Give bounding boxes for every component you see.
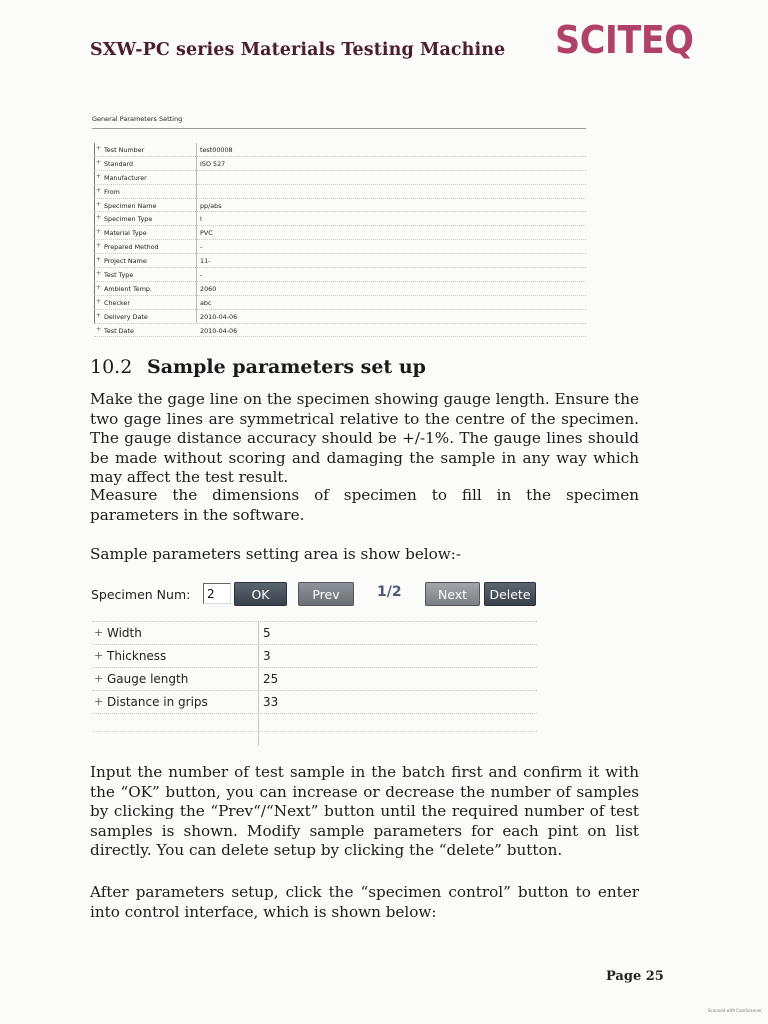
- param-value[interactable]: 25: [263, 672, 279, 686]
- param-value[interactable]: -: [200, 271, 203, 280]
- body-paragraph: Sample parameters setting area is show below:-: [90, 545, 462, 563]
- expand-icon: +: [96, 228, 102, 236]
- table-row[interactable]: [94, 310, 586, 324]
- param-value[interactable]: PVC: [200, 229, 213, 238]
- param-label: Prepared Method: [104, 243, 159, 252]
- table-row[interactable]: [94, 185, 586, 199]
- param-value[interactable]: 11-: [200, 257, 211, 266]
- param-value[interactable]: 3: [263, 649, 271, 663]
- specimen-params-table: [92, 622, 537, 714]
- section-title: Sample parameters set up: [147, 356, 426, 378]
- body-paragraph: After parameters setup, click the “specimen control” button to enter into control interface, which is shown below:: [90, 883, 639, 921]
- expand-icon: +: [96, 270, 102, 278]
- page-indicator: 1/2: [377, 584, 402, 600]
- expand-icon: +: [96, 172, 102, 180]
- table-row[interactable]: [94, 324, 586, 338]
- expand-icon: +: [96, 186, 102, 194]
- table-row[interactable]: [94, 296, 586, 310]
- param-label: Distance in grips: [107, 695, 208, 709]
- expand-icon: +: [94, 626, 104, 639]
- specimen-num-input[interactable]: 2: [203, 583, 231, 604]
- divider: [92, 731, 537, 732]
- expand-icon: +: [96, 283, 102, 291]
- table-row[interactable]: [94, 199, 586, 213]
- param-label: Thickness: [107, 649, 167, 663]
- param-label: Project Name: [104, 257, 147, 266]
- param-label: Ambient Temp.: [104, 284, 153, 293]
- table-row[interactable]: [94, 212, 586, 226]
- param-value[interactable]: 5: [263, 626, 271, 640]
- expand-icon: +: [94, 695, 104, 708]
- table-row[interactable]: [94, 268, 586, 282]
- specimen-num-label: Specimen Num:: [91, 587, 191, 602]
- expand-icon: +: [96, 158, 102, 166]
- param-label: Delivery Date: [104, 312, 148, 321]
- param-value[interactable]: pp/abs: [200, 201, 222, 210]
- table-row[interactable]: [94, 282, 586, 296]
- param-value[interactable]: ISO 527: [200, 159, 226, 168]
- body-paragraph: Input the number of test sample in the batch first and confirm it with the “OK” button, you can increase or decrease the number of samples by clicking the “Prev“/“Next” button until the required number of test samples is shown. Modify sample parameters for each pint on list directly. You can delete setup by clicking the “delete” button.: [90, 763, 639, 860]
- general-params-table: [94, 143, 586, 337]
- table-row[interactable]: [94, 226, 586, 240]
- divider: [92, 128, 586, 129]
- expand-icon: +: [96, 214, 102, 222]
- expand-icon: +: [96, 325, 102, 333]
- param-label: Material Type: [104, 229, 147, 238]
- expand-icon: +: [96, 200, 102, 208]
- body-paragraph: Make the gage line on the specimen showing gauge length. Ensure the two gage lines are symmetrical relative to the centre of the specimen. The gauge distance accuracy should be +/-1%. The gauge lines should be made without scoring and damaging the sample in any way which may affect the test result.: [90, 390, 639, 487]
- prev-button[interactable]: Prev: [298, 582, 354, 606]
- param-label: Width: [107, 626, 142, 640]
- param-label: Gauge length: [107, 672, 189, 686]
- param-label: Test Number: [104, 146, 145, 154]
- expand-icon: +: [96, 297, 102, 305]
- delete-button[interactable]: Delete: [484, 582, 536, 606]
- param-label: Specimen Type: [104, 215, 153, 224]
- param-value[interactable]: 2010-04-06: [200, 312, 238, 321]
- param-label: Test Type: [104, 271, 134, 280]
- param-label: From: [104, 187, 120, 196]
- expand-icon: +: [96, 311, 102, 319]
- param-value[interactable]: 33: [263, 695, 279, 709]
- expand-icon: +: [96, 145, 102, 152]
- expand-icon: +: [96, 256, 102, 264]
- section-number: 10.2: [90, 356, 133, 378]
- ok-button[interactable]: OK: [234, 582, 287, 606]
- param-label: Checker: [104, 298, 130, 307]
- table-row[interactable]: [94, 143, 586, 157]
- param-value[interactable]: -: [200, 243, 203, 252]
- table-row[interactable]: [94, 157, 586, 171]
- expand-icon: +: [94, 672, 104, 685]
- table-row[interactable]: [94, 171, 586, 185]
- param-value[interactable]: 2060: [200, 284, 217, 293]
- param-value[interactable]: test00008: [200, 146, 233, 154]
- table-row[interactable]: [92, 622, 537, 645]
- param-label: Specimen Name: [104, 201, 157, 210]
- param-value[interactable]: abc: [200, 298, 212, 307]
- expand-icon: +: [94, 649, 104, 662]
- expand-icon: +: [96, 242, 102, 250]
- table-row[interactable]: [92, 691, 537, 714]
- next-button[interactable]: Next: [425, 582, 480, 606]
- table-row[interactable]: [94, 254, 586, 268]
- table-row[interactable]: [94, 240, 586, 254]
- param-value[interactable]: I: [200, 215, 202, 224]
- param-label: Manufacturer: [104, 173, 147, 182]
- table-row[interactable]: [92, 668, 537, 691]
- param-label: Standard: [104, 159, 134, 168]
- page-number: Page 25: [606, 969, 664, 984]
- param-label: Test Date: [104, 326, 134, 335]
- brand-logo: SCITEQ: [555, 18, 694, 62]
- body-paragraph: Measure the dimensions of specimen to fill in the specimen parameters in the software.: [90, 486, 639, 524]
- param-value[interactable]: 2010-04-06: [200, 326, 238, 335]
- general-params-caption: General Parameters Setting: [92, 115, 183, 123]
- scanner-watermark: Scanned with CamScanner: [708, 1008, 762, 1013]
- table-row[interactable]: [92, 645, 537, 668]
- document-title: SXW-PC series Materials Testing Machine: [90, 40, 506, 60]
